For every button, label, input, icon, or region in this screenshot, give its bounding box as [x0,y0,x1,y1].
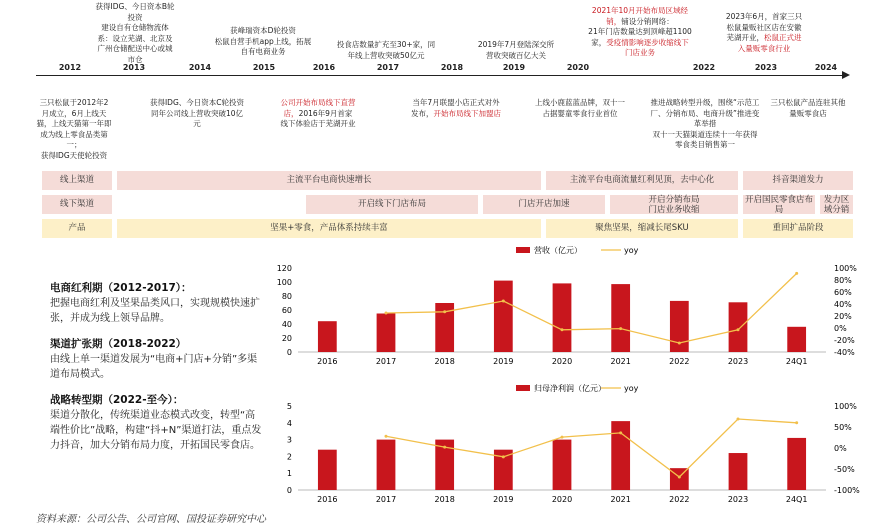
bar [553,440,572,490]
bar [494,281,513,352]
y-tick-label: 20 [281,334,292,343]
x-tick-label: 2018 [434,357,455,366]
event-2019: 2019年7月登陆深交所 营收突破百亿大关 [477,40,555,60]
event-2013: 获得IDG、今日资本B轮投资 建设自有仓储物流体系：设立芜湖、北京及广州仓储配送中心或城市仓 [95,2,175,64]
yoy-point [561,436,564,439]
x-tick-label: 2017 [375,495,397,504]
y-tick-label: 2 [286,452,292,462]
y2-tick-label: 0% [834,444,847,453]
y-tick-label: 3 [286,435,292,445]
yoy-point [737,328,740,331]
event-2018: 当年7月联盟小店正式对外发布，开始布局线下加盟店 [411,98,501,118]
year-label: 2022 [692,63,716,72]
y-tick-label: 60 [281,306,292,315]
year-label: 2017 [376,63,400,72]
band-label-online: 线上渠道 [42,171,112,190]
y2-tick-label: -20% [834,336,855,345]
band-online-peak: 主流平台电商流量红利见顶，去中心化 [546,171,738,190]
legend-bar-swatch [516,385,530,391]
period-desc: 把握电商红利及坚果品类风口，实现规模快速扩张，并成为线上领导品牌。 [50,298,260,324]
year-label: 2018 [440,63,464,72]
y2-tick-label: -50% [834,465,855,474]
y2-tick-label: 60% [834,288,852,297]
yoy-point [678,475,681,478]
event-2022: 推进战略转型升级，围绕“示范工厂、分销布局、电商升级”推进变革举措 双十一天猫渠道连续十一年获得零食类目销售第一 [650,98,760,149]
timeline-arrow [842,71,850,79]
event-2023: 2023年6月，首家三只松鼠量贩社区店在安徽芜湖开业，松鼠正式进入量贩零食行业 [725,12,803,53]
yoy-point [443,310,446,313]
band-online-douyin: 抖音渠道发力 [743,171,853,190]
x-tick-label: 2021 [610,495,631,504]
x-tick-label: 2019 [493,357,514,366]
event-2015: 获峰瑞资本D轮投资 松鼠自营手机app上线，拓展自有电商业务 [214,26,312,56]
x-tick-label: 24Q1 [785,357,808,366]
yoy-point [385,312,388,315]
year-label: 2014 [188,63,212,72]
event-2024: 三只松鼠产品连驻其他量贩零食店 [770,98,846,118]
y-tick-label: 80 [281,292,292,301]
x-tick-label: 2016 [317,495,338,504]
yoy-point [795,421,798,424]
x-tick-label: 2019 [493,495,514,504]
y-tick-label: 100 [276,278,292,287]
year-label: 2019 [502,63,526,72]
y2-tick-label: 100% [834,264,857,273]
band-offline-regional: 发力区域分销 [820,195,853,214]
yoy-point [385,435,388,438]
year-label: 2016 [312,63,336,72]
x-tick-label: 2022 [669,357,690,366]
yoy-point [619,327,622,330]
band-offline-national: 开启国民零食店布局 [744,195,813,215]
y-tick-label: 120 [276,264,292,273]
band-product-expand: 坚果+零食，产品体系持续丰富 [117,219,541,238]
bar [318,450,337,490]
x-tick-label: 2023 [727,495,749,504]
yoy-point [678,342,681,345]
band-product-reexpand: 重回扩品阶段 [743,219,853,238]
y-tick-label: 0 [286,348,292,357]
x-tick-label: 2021 [610,357,631,366]
yoy-point [795,272,798,275]
bar [611,284,630,352]
band-offline-distribution: 开启分销布局 门店业务收缩 [610,195,738,214]
event-2017: 投食店数量扩充至30+家，同年线上营收突破50亿元 [336,40,436,60]
yoy-point [561,328,564,331]
period-title: 战略转型期（2022-至今）： [50,394,184,406]
x-tick-label: 2020 [551,495,573,504]
yoy-point [502,300,505,303]
legend-bar-swatch [516,247,530,253]
y-tick-label: 1 [286,469,292,479]
timeline-axis [36,75,846,76]
y-tick-label: 0 [286,486,292,495]
period-title: 电商红利期（2012-2017）： [50,282,192,294]
legend-bar-label: 营收（亿元） [534,246,582,255]
y2-tick-label: 20% [834,312,852,321]
period-desc: 由线上单一渠道发展为“电商+门店+分销”多渠道布局模式。 [50,354,258,380]
bar [729,453,748,490]
period-desc: 渠道分散化，传统渠道业态模式改变，转型“高端性价比”战略，构建“抖+N”渠道打法，重点发力抖音，加大分销布局力度，开拓国民零食店。 [50,410,262,451]
x-tick-label: 2023 [727,357,749,366]
bar [787,438,806,490]
band-offline-start: 开启线下门店布局 [306,195,478,214]
event-2021: 2021年10月开始布局区域经销，铺设分销网络： 21年门店数量达到顶峰超1100家，受疫情影响逐步收缩线下门店业务 [588,6,692,57]
legend-bar-label: 归母净利润（亿元） [534,384,606,393]
net-profit-chart [266,378,881,508]
yoy-point [443,446,446,449]
x-tick-label: 2017 [375,357,397,366]
yoy-point [502,455,505,458]
year-label: 2020 [566,63,590,72]
bar [787,327,806,352]
x-tick-label: 2018 [434,495,455,504]
yoy-point [737,418,740,421]
source-note: 资料来源：公司公告、公司官网、国投证券研究中心 [36,514,266,525]
year-label: 2013 [122,63,146,72]
y2-tick-label: 0% [834,324,847,333]
bar [377,314,396,353]
bar [729,302,748,352]
event-2012: 三只松鼠于2012年2月成立，6月上线天猫，上线天猫第一年即成为线上零食品类第一； 获得IDG天使轮投资 [36,98,112,160]
band-online-growth: 主流平台电商快速增长 [117,171,541,190]
y2-tick-label: 80% [834,276,852,285]
x-tick-label: 24Q1 [785,495,808,504]
legend-line-label: yoy [624,384,639,393]
bar [553,283,572,352]
y2-tick-label: 40% [834,300,852,309]
y2-tick-label: -40% [834,348,855,357]
bar [377,440,396,490]
y-tick-label: 5 [286,402,292,411]
year-label: 2015 [252,63,276,72]
yoy-point [619,431,622,434]
year-label: 2012 [58,63,82,72]
band-product-focus: 聚焦坚果，缩减长尾SKU [546,219,738,238]
x-tick-label: 2020 [551,357,573,366]
bar [318,321,337,352]
revenue-chart [266,240,881,370]
y-tick-label: 4 [286,418,292,428]
x-tick-label: 2016 [317,357,338,366]
x-tick-label: 2022 [669,495,690,504]
y-tick-label: 40 [281,320,292,329]
year-label: 2023 [754,63,778,72]
event-2020: 上线小鹿蓝蓝品牌，双十一占据婴童零食行业首位 [535,98,625,118]
period-title: 渠道扩张期（2018-2022） [50,338,187,350]
legend-line-label: yoy [624,246,639,255]
year-label: 2024 [814,63,838,72]
y2-tick-label: 50% [834,423,852,432]
band-label-product: 产品 [42,219,112,238]
band-offline-accelerate: 门店开店加速 [483,195,605,214]
y2-tick-label: 100% [834,402,857,411]
event-2014: 获得IDG、今日资本C轮投资 同年公司线上营收突破10亿元 [149,98,245,128]
event-2016: 公司开始布局线下直营店，2016年9月首家线下体验店于芜湖开业 [280,98,356,128]
band-label-offline: 线下渠道 [42,195,112,214]
y2-tick-label: -100% [834,486,860,495]
